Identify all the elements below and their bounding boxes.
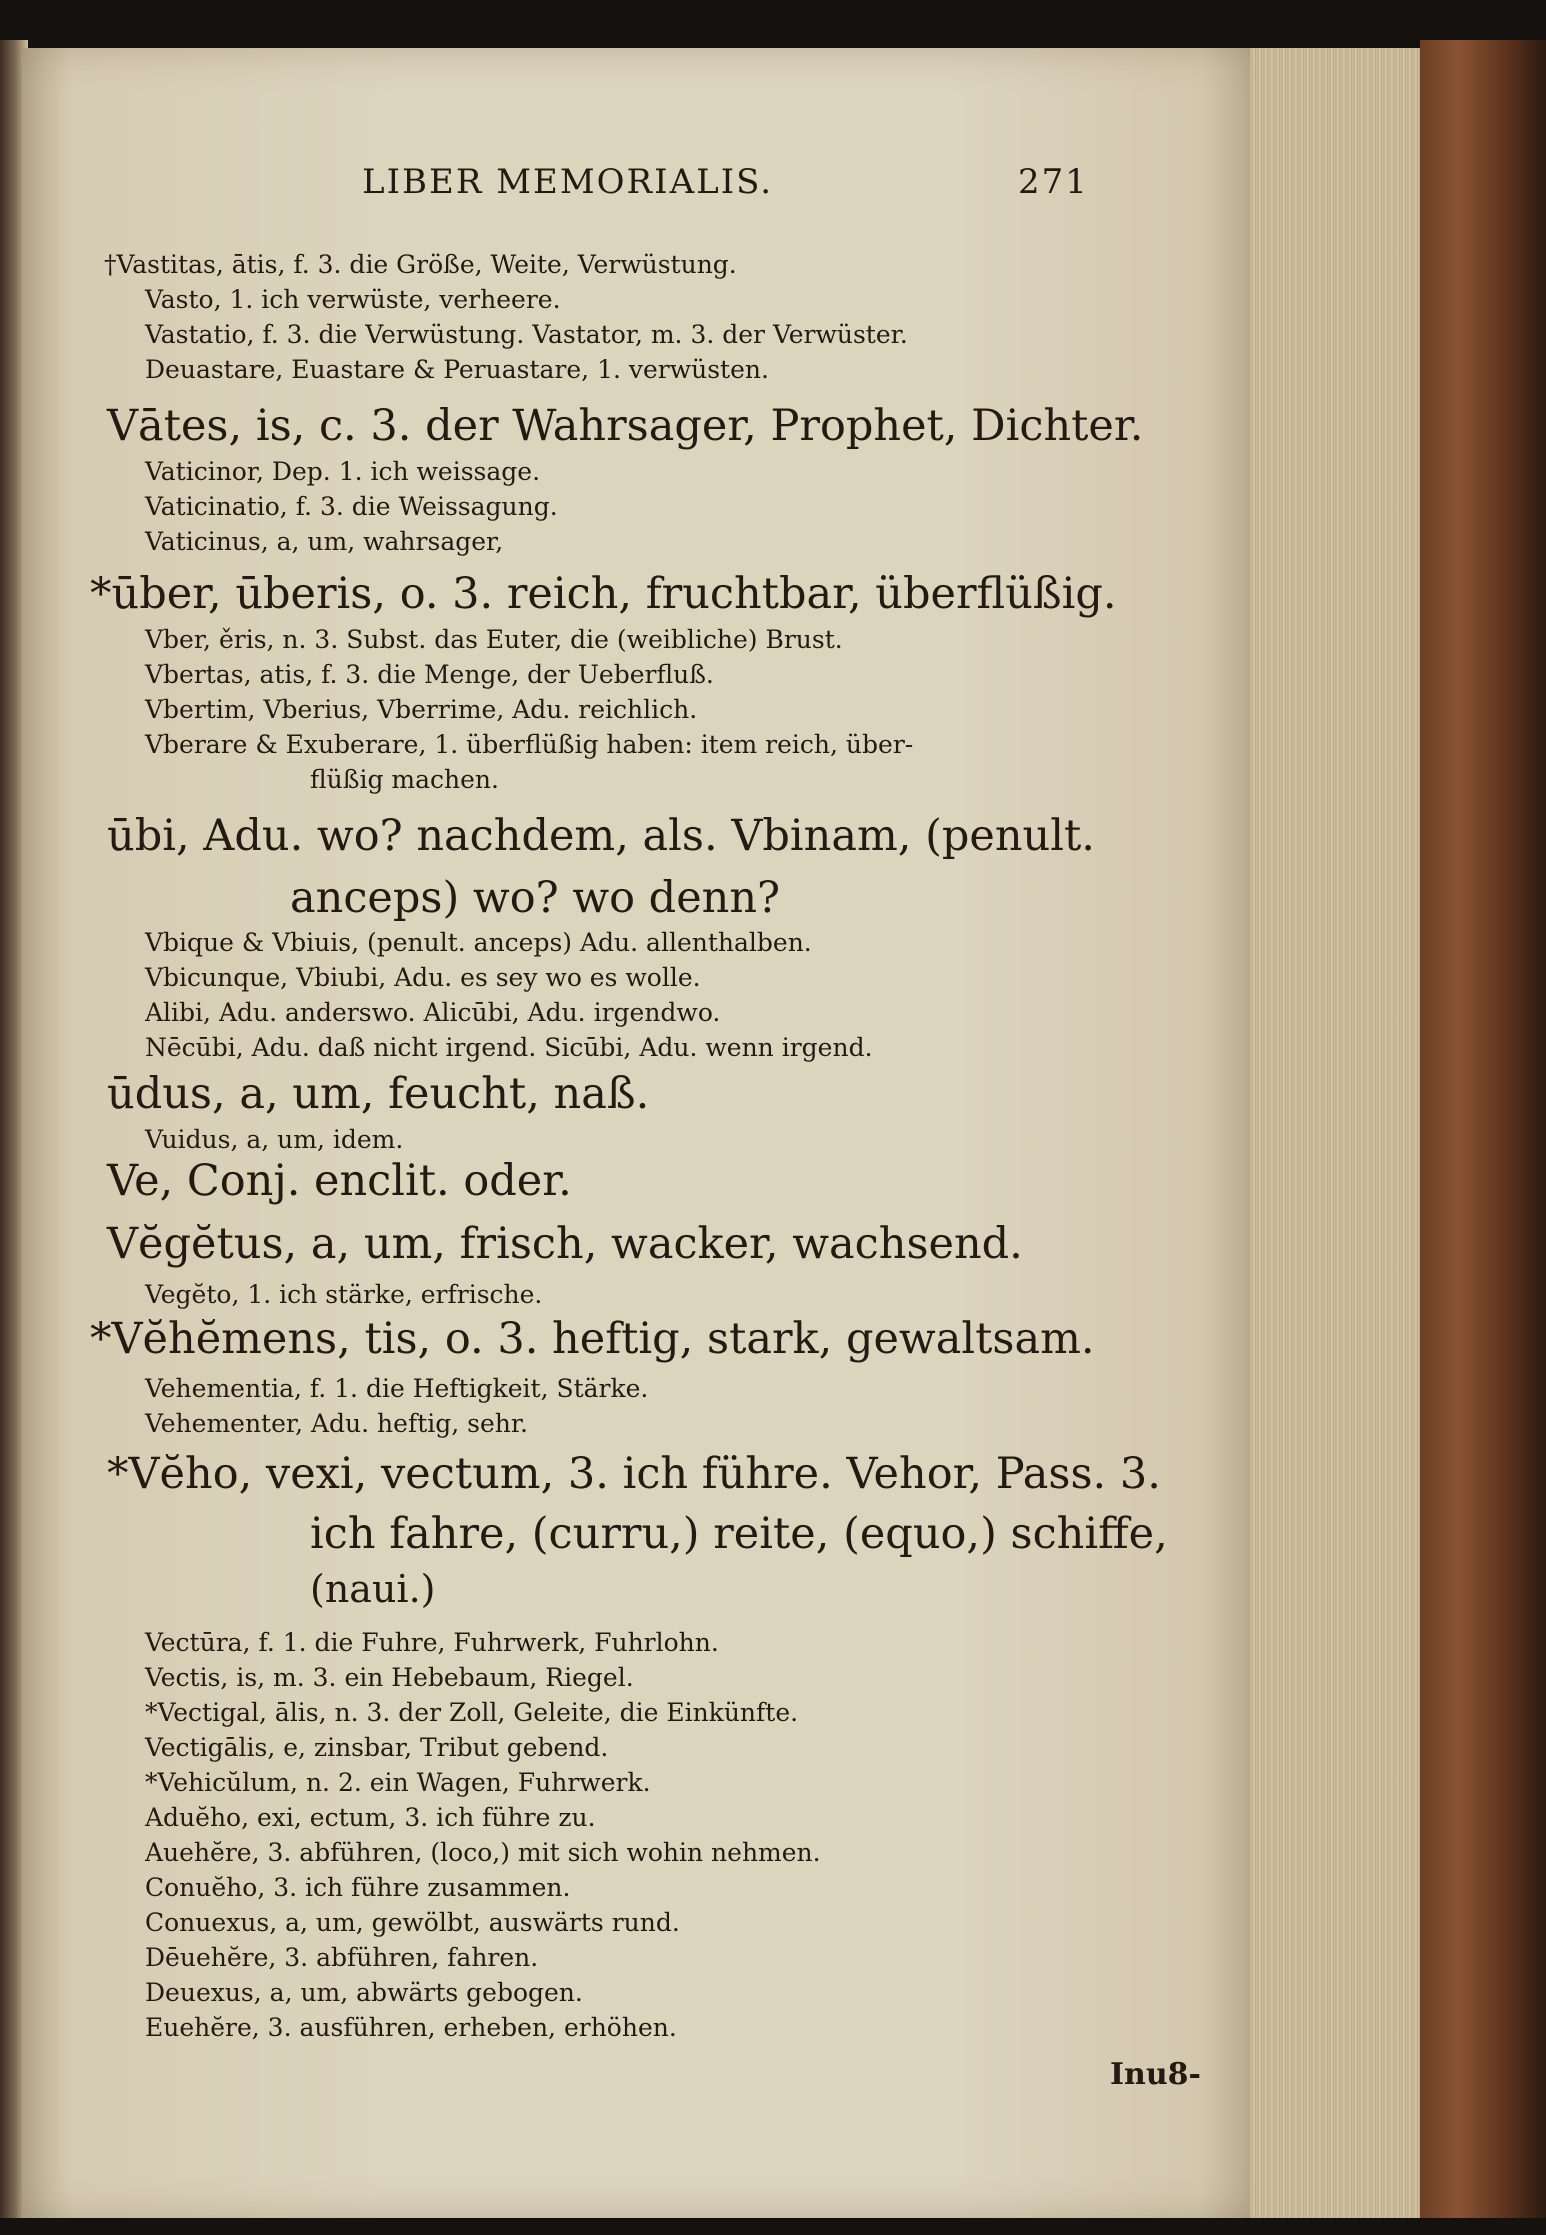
entry-line: Vaticinor, Dep. 1. ich weissage. xyxy=(145,457,541,486)
entry-line: Vectūra, f. 1. die Fuhre, Fuhrwerk, Fuhrlohn. xyxy=(145,1628,719,1657)
entry-line: Vbique & Vbiuis, (penult. anceps) Adu. allenthalben. xyxy=(145,928,812,957)
entry-line: flüßig machen. xyxy=(310,765,499,794)
entry-line: Vaticinatio, f. 3. die Weissagung. xyxy=(145,492,558,521)
entry-line: Conuĕho, 3. ich führe zusammen. xyxy=(145,1873,571,1902)
entry-line: Vegĕto, 1. ich stärke, erfrische. xyxy=(145,1280,543,1309)
headword-line: Ve, Conj. enclit. oder. xyxy=(107,1156,572,1206)
headword-line: (naui.) xyxy=(310,1567,436,1611)
entry-line: Deuexus, a, um, abwärts gebogen. xyxy=(145,1978,583,2007)
entry-line: Vastatio, f. 3. die Verwüstung. Vastator, m. 3. der Verwüster. xyxy=(145,320,908,349)
page-number: 271 xyxy=(1018,162,1089,202)
entry-line: *Vehicŭlum, n. 2. ein Wagen, Fuhrwerk. xyxy=(145,1768,651,1797)
entry-line: Vberare & Exuberare, 1. überflüßig haben: item reich, über- xyxy=(145,730,914,759)
entry-line: *Vectigal, ālis, n. 3. der Zoll, Geleite, die Einkünfte. xyxy=(145,1698,799,1727)
headword-line: *Vĕhĕmens, tis, o. 3. heftig, stark, gewaltsam. xyxy=(90,1314,1095,1364)
catchword: Inu8- xyxy=(1110,2057,1201,2092)
entry-line: Alibi, Adu. anderswo. Alicūbi, Adu. irgendwo. xyxy=(145,998,721,1027)
entry-line: Vasto, 1. ich verwüste, verheere. xyxy=(145,285,561,314)
entry-line: Vbertas, atis, f. 3. die Menge, der Ueberfluß. xyxy=(145,660,714,689)
entry-line: Dēuehĕre, 3. abführen, fahren. xyxy=(145,1943,539,1972)
headword-line: Vĕgĕtus, a, um, frisch, wacker, wachsend. xyxy=(107,1219,1023,1269)
entry-line: Vectigālis, e, zinsbar, Tribut gebend. xyxy=(145,1733,609,1762)
entry-line: Auehĕre, 3. abführen, (loco,) mit sich wohin nehmen. xyxy=(145,1838,821,1867)
entry-line: Vehementia, f. 1. die Heftigkeit, Stärke. xyxy=(145,1374,649,1403)
entry-line: Conuexus, a, um, gewölbt, auswärts rund. xyxy=(145,1908,680,1937)
entry-line: Vbicunque, Vbiubi, Adu. es sey wo es wolle. xyxy=(145,963,701,992)
entry-line: Vectis, is, m. 3. ein Hebebaum, Riegel. xyxy=(145,1663,634,1692)
headword-line: Vātes, is, c. 3. der Wahrsager, Prophet, Dichter. xyxy=(107,401,1144,451)
headword-line: *ūber, ūberis, o. 3. reich, fruchtbar, überflüßig. xyxy=(90,569,1117,619)
entry-line: †Vastitas, ātis, f. 3. die Größe, Weite, Verwüstung. xyxy=(104,250,737,279)
headword-line: ūbi, Adu. wo? nachdem, als. Vbinam, (penult. xyxy=(107,811,1095,861)
entry-line: Vuidus, a, um, idem. xyxy=(145,1125,404,1154)
entry-line: Nēcūbi, Adu. daß nicht irgend. Sicūbi, Adu. wenn irgend. xyxy=(145,1033,873,1062)
entry-line: Euehĕre, 3. ausführen, erheben, erhöhen. xyxy=(145,2013,677,2042)
entry-line: Aduĕho, exi, ectum, 3. ich führe zu. xyxy=(145,1803,596,1832)
headword-line: ich fahre, (curru,) reite, (equo,) schiffe, xyxy=(310,1509,1168,1559)
entry-line: Vber, ěris, n. 3. Subst. das Euter, die (weibliche) Brust. xyxy=(145,625,843,654)
entry-line: Vbertim, Vberius, Vberrime, Adu. reichlich. xyxy=(145,695,698,724)
headword-line: *Vĕho, vexi, vectum, 3. ich führe. Vehor, Pass. 3. xyxy=(107,1449,1161,1499)
entry-line: Vaticinus, a, um, wahrsager, xyxy=(145,527,504,556)
headword-line: anceps) wo? wo denn? xyxy=(290,873,781,923)
running-head: LIBER MEMORIALIS. xyxy=(362,162,774,202)
entry-line: Deuastare, Euastare & Peruastare, 1. verwüsten. xyxy=(145,355,769,384)
entry-line: Vehementer, Adu. heftig, sehr. xyxy=(145,1409,529,1438)
headword-line: ūdus, a, um, feucht, naß. xyxy=(107,1069,650,1119)
